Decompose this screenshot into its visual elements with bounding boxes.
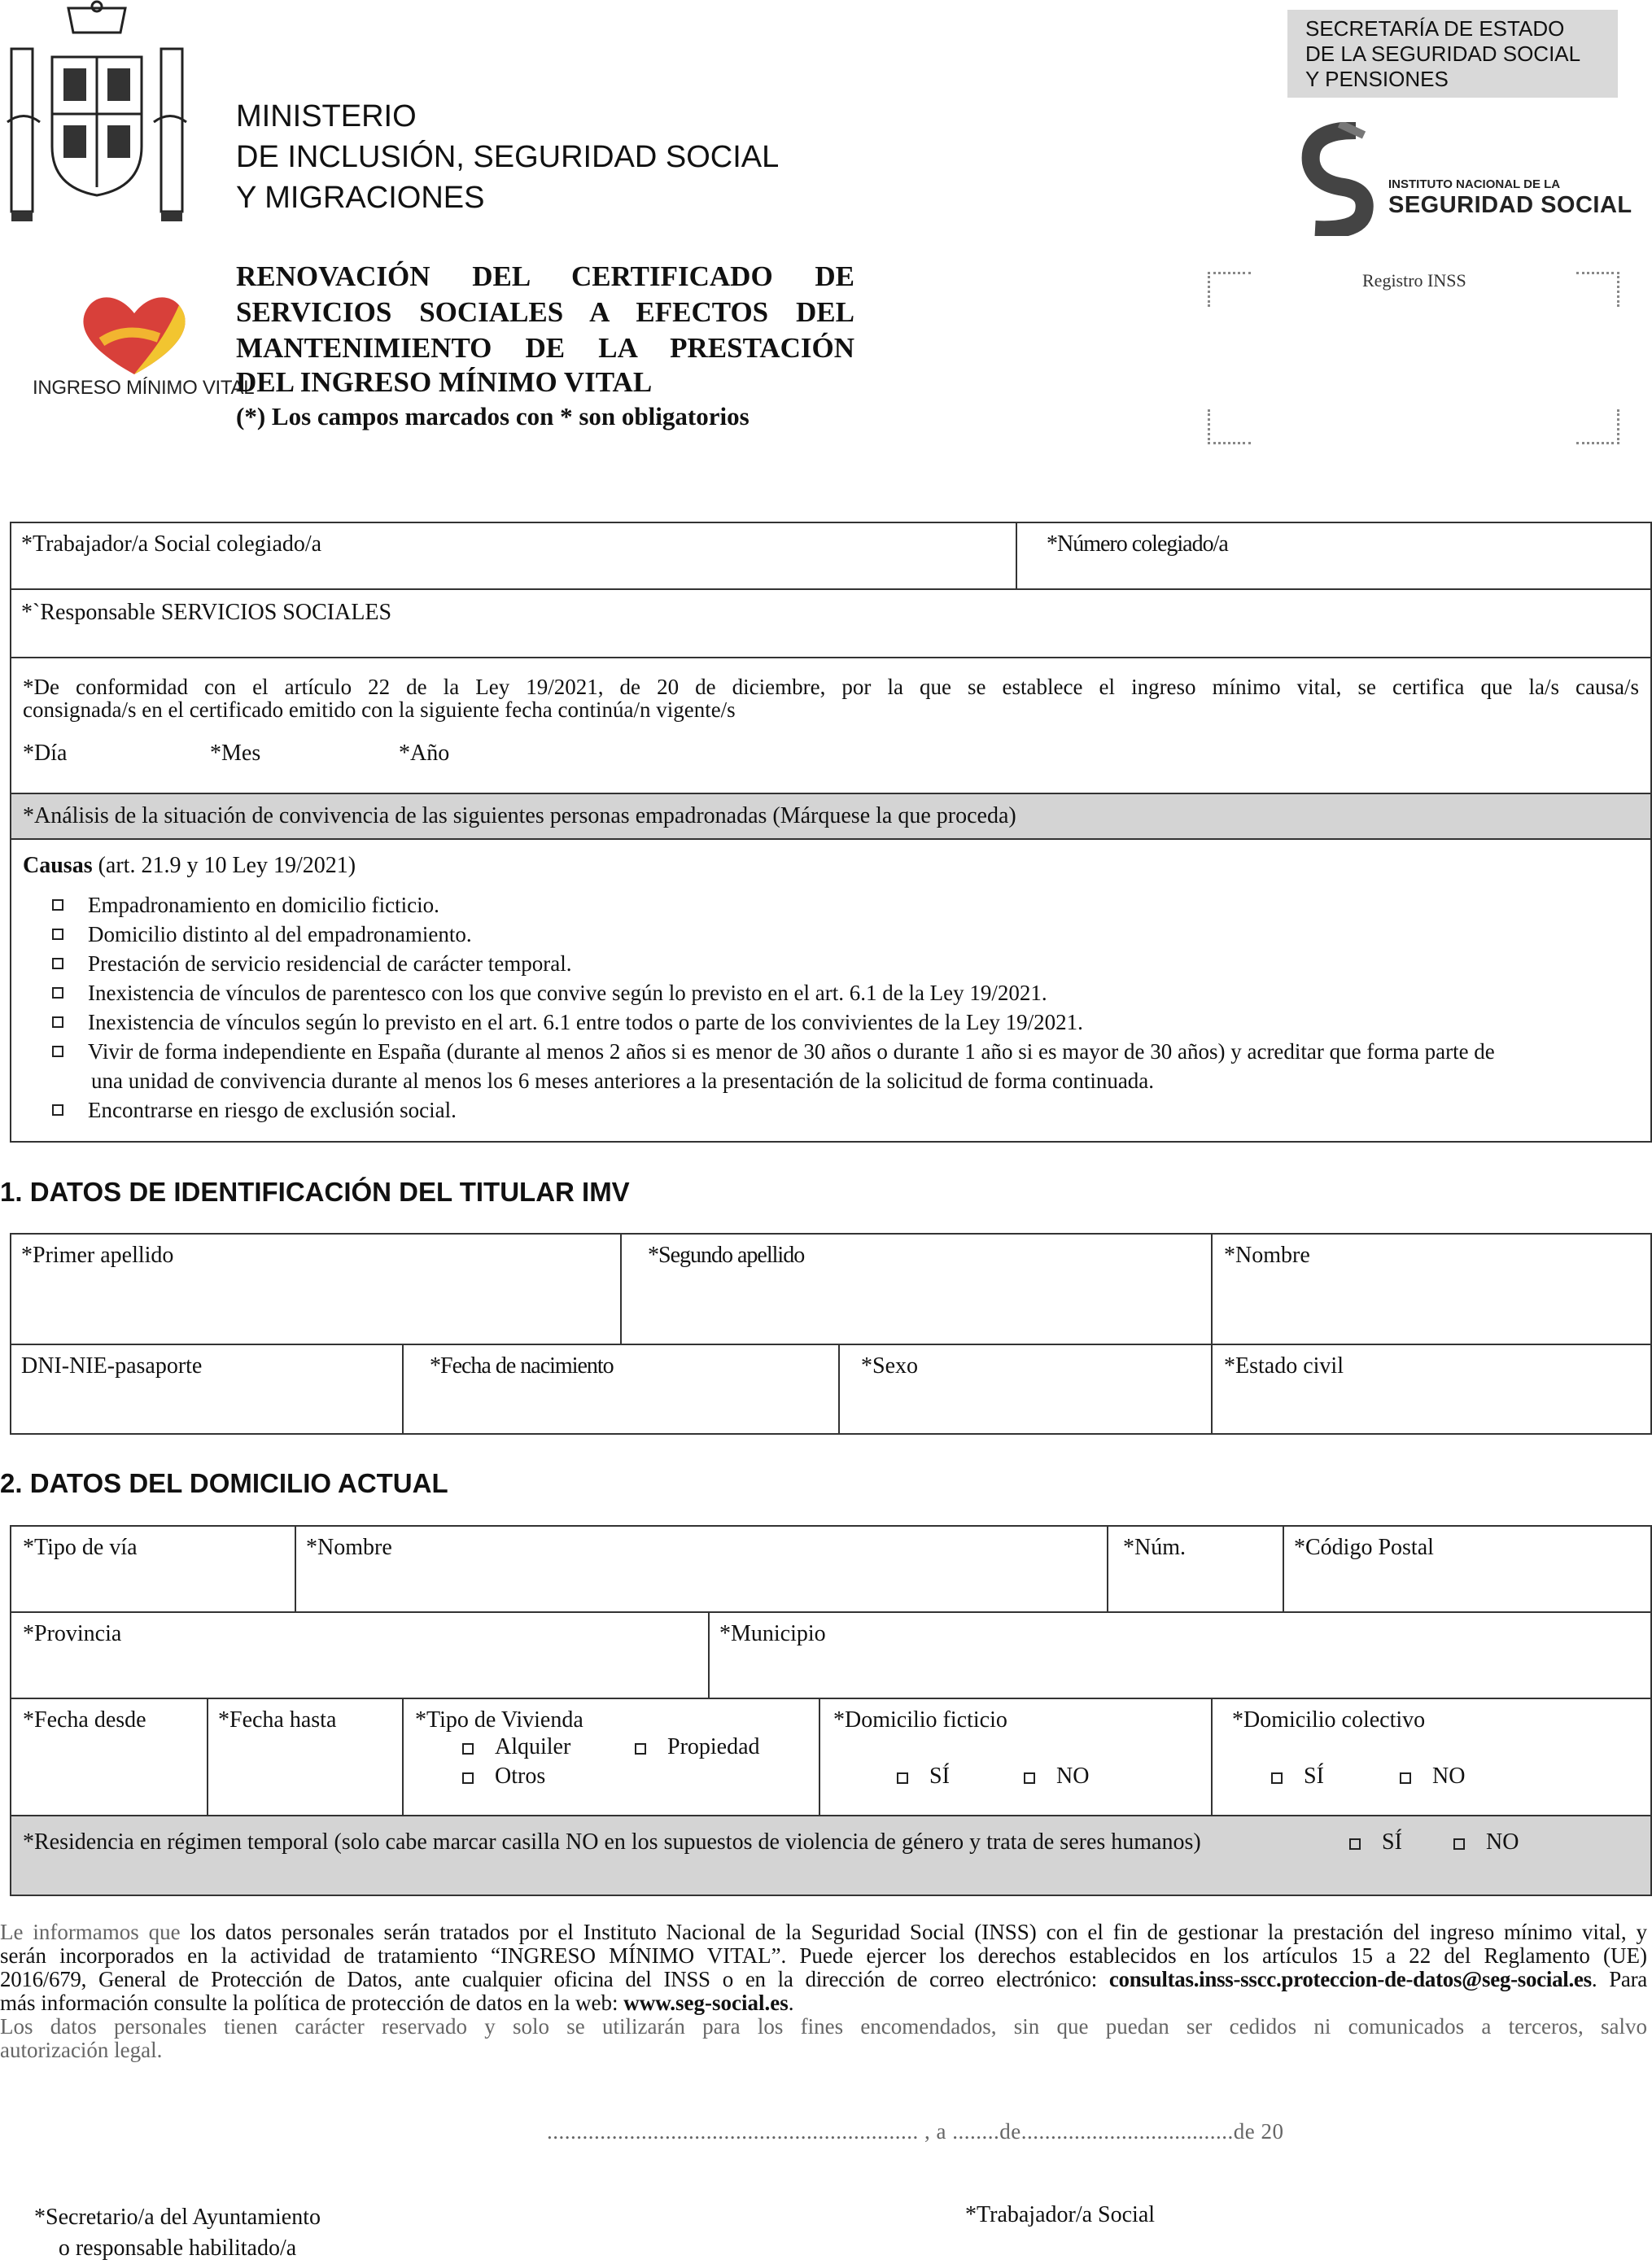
numero-field[interactable] xyxy=(1112,1525,1186,1561)
causa-item[interactable] xyxy=(52,978,1047,1007)
codigo-postal-label: *Código Postal xyxy=(1294,1535,1434,1560)
no-label: NO xyxy=(1486,1829,1519,1855)
causa-label: Encontrarse en riesgo de exclusión social. xyxy=(88,1098,457,1122)
residencia-temporal-no[interactable] xyxy=(1453,1829,1519,1855)
mandatory-note: (*) Los campos marcados con * son obligatorios xyxy=(236,402,750,431)
municipio-field[interactable] xyxy=(708,1611,826,1647)
nombre-label: *Nombre xyxy=(1224,1243,1310,1268)
privacy-reserved-line2: autorización legal. xyxy=(0,2038,163,2062)
causa-label: Inexistencia de vínculos según lo previsto en el art. 6.1 entre todos o parte de los convivientes de la Ley 19/2021. xyxy=(88,1010,1083,1034)
privacy-line4-end: . xyxy=(788,1991,794,2015)
domicilio-colectivo-si[interactable] xyxy=(1271,1764,1324,1790)
causa-label: Empadronamiento en domicilio ficticio. xyxy=(88,893,439,917)
causa-item[interactable] xyxy=(52,890,439,920)
domicilio-colectivo-no[interactable] xyxy=(1400,1764,1465,1790)
checkbox[interactable] xyxy=(897,1772,908,1784)
form-title-line1: RENOVACIÓN DEL CERTIFICADO DE xyxy=(236,260,854,292)
analisis-convivencia-label: *Análisis de la situación de convivencia de las siguientes personas empadronadas (Márquese la que proceda) xyxy=(23,803,1016,828)
secretaria-line3: Y PENSIONES xyxy=(1305,67,1449,91)
checkbox[interactable] xyxy=(52,1016,63,1028)
nombre-field[interactable] xyxy=(1213,1233,1310,1269)
trabajador-social-signature: *Trabajador/a Social xyxy=(965,2202,1156,2227)
secretario-line2: o responsable habilitado/a xyxy=(58,2236,297,2261)
privacy-reserved-line1: Los datos personales tienen carácter reservado y solo se utilizarán para los fines encomendados, sin que puedan ser cedidos ni comunicados a terceros, salvo xyxy=(0,2014,1647,2039)
privacy-email-link[interactable]: consultas.inss-sscc.proteccion-de-datos@seg-social.es xyxy=(1108,1967,1592,1991)
domicilio-ficticio-si[interactable] xyxy=(897,1764,950,1790)
privacy-notice xyxy=(0,1921,1647,2062)
ano-label: *Año xyxy=(399,741,450,766)
inss-logo-text-line2: SEGURIDAD SOCIAL xyxy=(1388,192,1632,218)
causa-label: una unidad de convivencia durante al menos los 6 meses anteriores a la presentación de la solicitud de forma continuada. xyxy=(91,1069,1155,1093)
municipio-label: *Municipio xyxy=(719,1621,826,1646)
checkbox[interactable] xyxy=(462,1743,474,1755)
otros-label: Otros xyxy=(495,1764,546,1789)
form-title-line2: SERVICIOS SOCIALES A EFECTOS DEL xyxy=(236,296,854,328)
ano-field[interactable] xyxy=(399,741,449,767)
registro-inss-label: Registro INSS xyxy=(1362,270,1466,291)
privacy-line3-end: . Para xyxy=(1591,1967,1647,1991)
checkbox[interactable] xyxy=(1349,1838,1361,1850)
causa-item[interactable] xyxy=(52,1007,1083,1037)
fecha-desde-label: *Fecha desde xyxy=(23,1707,146,1733)
si-label: SÍ xyxy=(1304,1764,1324,1789)
causa-item[interactable] xyxy=(52,949,571,978)
section2-title: 2. DATOS DEL DOMICILIO ACTUAL xyxy=(0,1468,448,1498)
tipo-via-label: *Tipo de vía xyxy=(23,1535,138,1560)
sexo-label: *Sexo xyxy=(861,1353,918,1379)
checkbox[interactable] xyxy=(1453,1838,1465,1850)
no-label: NO xyxy=(1056,1764,1090,1789)
domicilio-ficticio-label: *Domicilio ficticio xyxy=(833,1707,1007,1733)
ministry-name-line1: MINISTERIO xyxy=(236,99,417,133)
form-title-line4: DEL INGRESO MÍNIMO VITAL xyxy=(236,366,653,398)
checkbox[interactable] xyxy=(1271,1772,1283,1784)
checkbox[interactable] xyxy=(462,1772,474,1784)
domicilio-nombre-label: *Nombre xyxy=(306,1535,392,1560)
trabajador-social-label: *Trabajador/a Social colegiado/a xyxy=(21,531,322,557)
ingreso-minimo-vital-logo xyxy=(73,293,195,382)
checkbox[interactable] xyxy=(52,1104,63,1116)
causas-reference: (art. 21.9 y 10 Ley 19/2021) xyxy=(92,853,356,878)
responsable-label: *`Responsable SERVICIOS SOCIALES xyxy=(21,600,392,625)
segundo-apellido-field[interactable] xyxy=(636,1233,804,1269)
secretaria-box xyxy=(1287,10,1618,98)
causa-item[interactable] xyxy=(52,920,472,949)
secretaria-line1: SECRETARÍA DE ESTADO xyxy=(1305,16,1565,41)
checkbox[interactable] xyxy=(1024,1772,1035,1784)
checkbox[interactable] xyxy=(52,899,63,911)
checkbox[interactable] xyxy=(52,958,63,969)
secretario-signature xyxy=(34,2202,321,2264)
provincia-field[interactable] xyxy=(11,1611,121,1647)
dia-field[interactable] xyxy=(23,741,67,767)
estado-civil-label: *Estado civil xyxy=(1224,1353,1344,1379)
causas-bold: Causas xyxy=(23,853,93,878)
inss-logo xyxy=(1291,122,1380,236)
ministry-name-line3: Y MIGRACIONES xyxy=(236,181,485,215)
domicilio-colectivo-label: *Domicilio colectivo xyxy=(1232,1707,1426,1733)
dni-field[interactable] xyxy=(10,1344,202,1379)
checkbox[interactable] xyxy=(635,1743,646,1755)
ministry-name-line2: DE INCLUSIÓN, SEGURIDAD SOCIAL xyxy=(236,140,780,174)
causa-label: Vivir de forma independiente en España (durante al menos 2 años si es menor de 30 años o durante 1 año si es mayor de 30 años) y acreditar que forma parte de xyxy=(88,1039,1495,1064)
alquiler-option[interactable] xyxy=(462,1734,570,1760)
codigo-postal-field[interactable] xyxy=(1283,1525,1434,1561)
privacy-intro: Le informamos que xyxy=(0,1920,181,1944)
propiedad-label: Propiedad xyxy=(667,1734,760,1759)
privacy-web-link[interactable]: www.seg-social.es xyxy=(623,1991,789,2015)
tipo-via-field[interactable] xyxy=(11,1525,138,1561)
checkbox[interactable] xyxy=(52,1046,63,1057)
fecha-nacimiento-label: *Fecha de nacimiento xyxy=(430,1353,614,1379)
checkbox[interactable] xyxy=(52,987,63,999)
mes-field[interactable] xyxy=(210,741,260,767)
domicilio-ficticio-no[interactable] xyxy=(1024,1764,1089,1790)
registro-stamp-area xyxy=(1208,272,1619,444)
privacy-line3: 2016/679, General de Protección de Datos, ante cualquier oficina del INSS o en la dirección de correo electrónico: xyxy=(0,1967,1109,1991)
causa-label: Domicilio distinto al del empadronamiento. xyxy=(88,922,472,946)
dni-label: DNI-NIE-pasaporte xyxy=(21,1353,203,1379)
residencia-temporal-si[interactable] xyxy=(1349,1829,1402,1855)
sexo-field[interactable] xyxy=(850,1344,918,1379)
responsable-field[interactable] xyxy=(10,590,391,626)
coat-of-arms-logo xyxy=(3,0,190,228)
numero-label: *Núm. xyxy=(1123,1535,1186,1560)
checkbox[interactable] xyxy=(1400,1772,1411,1784)
no-label: NO xyxy=(1432,1764,1466,1789)
otros-option[interactable] xyxy=(462,1764,545,1790)
secretaria-line2: DE LA SEGURIDAD SOCIAL xyxy=(1305,42,1581,66)
causa-item[interactable] xyxy=(52,1095,457,1125)
fecha-desde-field[interactable] xyxy=(11,1698,146,1733)
primer-apellido-label: *Primer apellido xyxy=(21,1243,174,1268)
numero-colegiado-field[interactable] xyxy=(1035,522,1228,557)
imv-logo-text: INGRESO MÍNIMO VITAL xyxy=(33,377,255,399)
conformidad-text-line2: consignada/s en el certificado emitido con la siguiente fecha continúa/n vigente/s xyxy=(23,697,736,722)
trabajador-social-field[interactable] xyxy=(10,522,321,557)
estado-civil-field[interactable] xyxy=(1213,1344,1344,1379)
fecha-hasta-field[interactable] xyxy=(207,1698,336,1733)
si-label: SÍ xyxy=(929,1764,950,1789)
si-label: SÍ xyxy=(1382,1829,1402,1855)
alquiler-label: Alquiler xyxy=(495,1734,571,1759)
place-date-line[interactable]: ............................................................... , a ........de....................................de 20 xyxy=(547,2119,1284,2144)
conformidad-text-line1: *De conformidad con el artículo 22 de la Ley 19/2021, de 20 de diciembre, por la que se establece el ingreso mínimo vital, se certifica que la/s causa/s xyxy=(23,675,1639,699)
fecha-nacimiento-field[interactable] xyxy=(418,1344,614,1379)
secretario-line1: *Secretario/a del Ayuntamiento xyxy=(34,2205,321,2230)
causa-label: Inexistencia de vínculos de parentesco con los que convive según lo previsto en el art. 6.1 de la Ley 19/2021. xyxy=(88,981,1047,1005)
segundo-apellido-label: *Segundo apellido xyxy=(648,1243,805,1268)
form-title-line3: MANTENIMIENTO DE LA PRESTACIÓN xyxy=(236,332,854,364)
residencia-temporal-label: *Residencia en régimen temporal (solo cabe marcar casilla NO en los supuestos de violencia de género y trata de seres humanos) xyxy=(23,1829,1201,1855)
checkbox[interactable] xyxy=(52,929,63,940)
tipo-vivienda-label: *Tipo de Vivienda xyxy=(415,1707,583,1733)
numero-colegiado-label: *Número colegiado/a xyxy=(1047,531,1228,557)
causa-label: Prestación de servicio residencial de carácter temporal. xyxy=(88,951,572,976)
propiedad-option[interactable] xyxy=(635,1734,760,1760)
privacy-line1: los datos personales serán tratados por el Instituto Nacional de la Seguridad Social (INSS) con el fin de gestionar la prestación del ingreso mínimo vital, y xyxy=(180,1920,1647,1944)
section1-table xyxy=(10,1233,1652,1435)
privacy-line4: más información consulte la política de protección de datos en la web: xyxy=(0,1991,624,2015)
mes-label: *Mes xyxy=(210,741,261,766)
provincia-label: *Provincia xyxy=(23,1621,122,1646)
fecha-hasta-label: *Fecha hasta xyxy=(218,1707,337,1733)
privacy-line2: serán incorporados en la actividad de tratamiento “INGRESO MÍNIMO VITAL”. Puede ejercer los derechos establecidos en los artículos 15 a 22 del Reglamento (UE) xyxy=(0,1943,1647,1968)
dia-label: *Día xyxy=(23,741,68,766)
causa-item-continuation xyxy=(91,1066,1154,1095)
inss-logo-text-line1: INSTITUTO NACIONAL DE LA xyxy=(1388,177,1561,191)
causa-item[interactable] xyxy=(52,1037,1495,1066)
domicilio-nombre-field[interactable] xyxy=(295,1525,392,1561)
causas-heading xyxy=(23,853,356,879)
primer-apellido-field[interactable] xyxy=(10,1233,173,1269)
section1-title: 1. DATOS DE IDENTIFICACIÓN DEL TITULAR IMV xyxy=(0,1177,630,1207)
